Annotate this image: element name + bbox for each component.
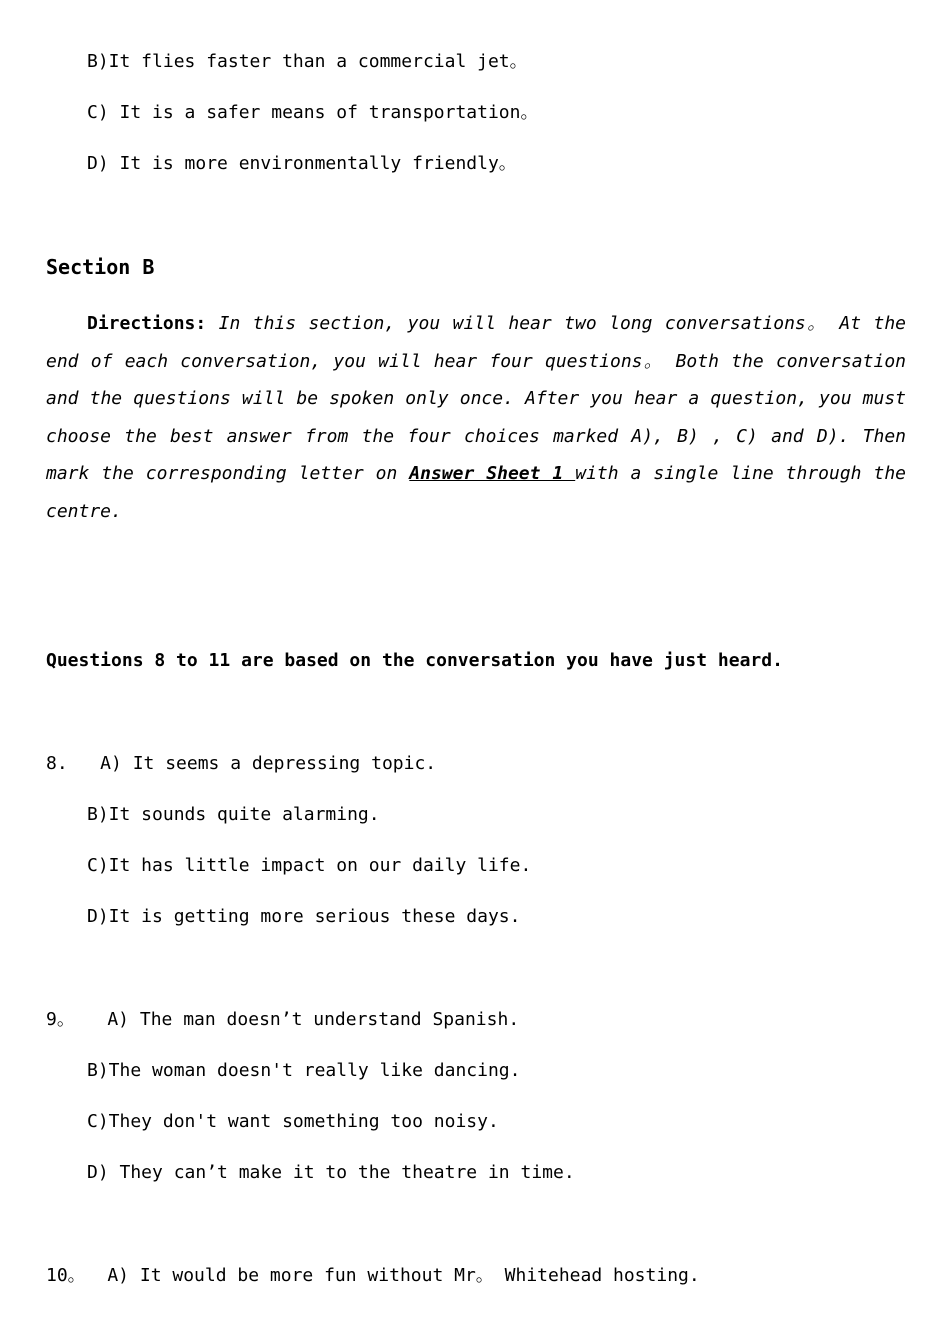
directions-paragraph — [46, 305, 906, 530]
question-option-b: B)It sounds quite alarming. — [87, 804, 380, 825]
question-option-a: 9。 A) The man doesn’t understand Spanish. — [46, 1009, 520, 1030]
question-option-d: D)It is getting more serious these days. — [87, 906, 521, 927]
questions-intro: Questions 8 to 11 are based on the conversation you have just heard. — [46, 650, 783, 671]
option-b: B)It flies faster than a commercial jet。 — [87, 51, 528, 72]
section-title: Section B — [46, 255, 155, 279]
question-option-b: B)The woman doesn't really like dancing. — [87, 1060, 521, 1081]
answer-sheet-reference: Answer Sheet 1 — [409, 463, 576, 484]
directions-text-end: with a single line through the centre. — [46, 463, 906, 522]
question-option-c: C)They don't want something too noisy. — [87, 1111, 499, 1132]
question-option-d: D) They can’t make it to the theatre in time. — [87, 1162, 575, 1183]
question-option-a: 8. A) It seems a depressing topic. — [46, 753, 437, 774]
option-c: C) It is a safer means of transportation。 — [87, 102, 539, 123]
directions-text: In this section, you will hear two long conversations。 At the end of each conversation, you will hear four questions。 Both the conversation and the questions will be spoken only once. After you hear a question, you must choose the best answer from the four choices marked A), B) , C) and D). Then mark the corresponding letter on — [46, 313, 906, 484]
question-option-c: C)It has little impact on our daily life. — [87, 855, 532, 876]
option-d: D) It is more environmentally friendly。 — [87, 153, 517, 174]
question-option-a: 10。 A) It would be more fun without Mr。 Whitehead hosting. — [46, 1265, 700, 1286]
directions-label: Directions: — [87, 313, 207, 334]
